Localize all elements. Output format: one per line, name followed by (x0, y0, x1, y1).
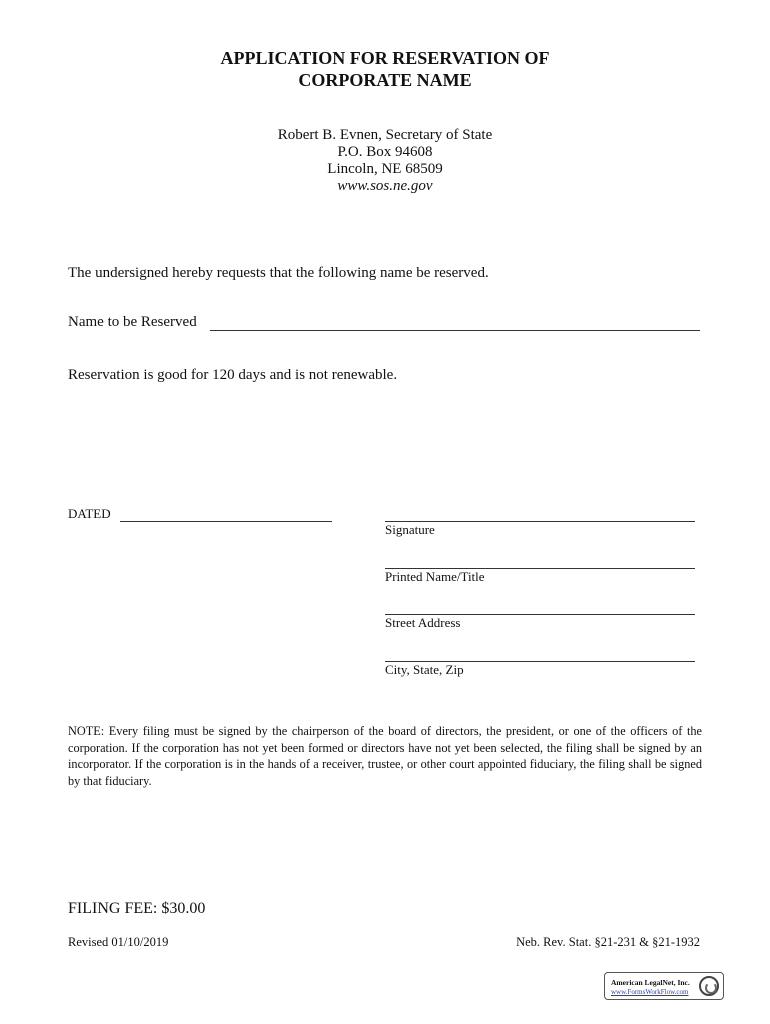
statute-reference: Neb. Rev. Stat. §21-231 & §21-1932 (516, 935, 700, 949)
reservation-term-note: Reservation is good for 120 days and is not renewable. (68, 367, 398, 383)
badge-company-name: American LegalNet, Inc. (611, 978, 690, 987)
dated-label: DATED (68, 506, 111, 521)
dated-field[interactable] (120, 521, 332, 522)
signature-label: Signature (385, 522, 435, 537)
city-state-zip-label: City, State, Zip (385, 662, 464, 677)
signing-note: NOTE: Every filing must be signed by the chairperson of the board of directors, the president, or one of the officers of the corporation. If the corporation has not yet been formed or directors have not yet been selected, the filing shall be signed by an incorporator. If the corporation is in the hands of a receiver, trustee, or other court appointed fiduciary, the filing shall be signed by that fiduciary. (68, 724, 702, 788)
badge-logo-icon (699, 976, 719, 996)
filing-fee: FILING FEE: $30.00 (68, 900, 206, 917)
form-title-line-2: CORPORATE NAME (298, 70, 472, 90)
badge-website-link[interactable]: www.FormsWorkFlow.com (611, 988, 689, 996)
form-title-line-1: APPLICATION FOR RESERVATION OF (220, 48, 550, 68)
printed-name-label: Printed Name/Title (385, 569, 485, 584)
office-name: Robert B. Evnen, Secretary of State (277, 127, 493, 143)
revised-date: Revised 01/10/2019 (68, 935, 169, 949)
name-to-reserve-label: Name to be Reserved (68, 314, 197, 330)
po-box: P.O. Box 94608 (337, 144, 433, 160)
legalnet-badge[interactable] (604, 972, 724, 1000)
street-address-label: Street Address (385, 615, 461, 630)
request-statement: The undersigned hereby requests that the following name be reserved. (68, 265, 489, 281)
office-city: Lincoln, NE 68509 (327, 161, 443, 177)
name-to-reserve-field[interactable] (210, 330, 700, 331)
office-website: www.sos.ne.gov (337, 178, 433, 194)
